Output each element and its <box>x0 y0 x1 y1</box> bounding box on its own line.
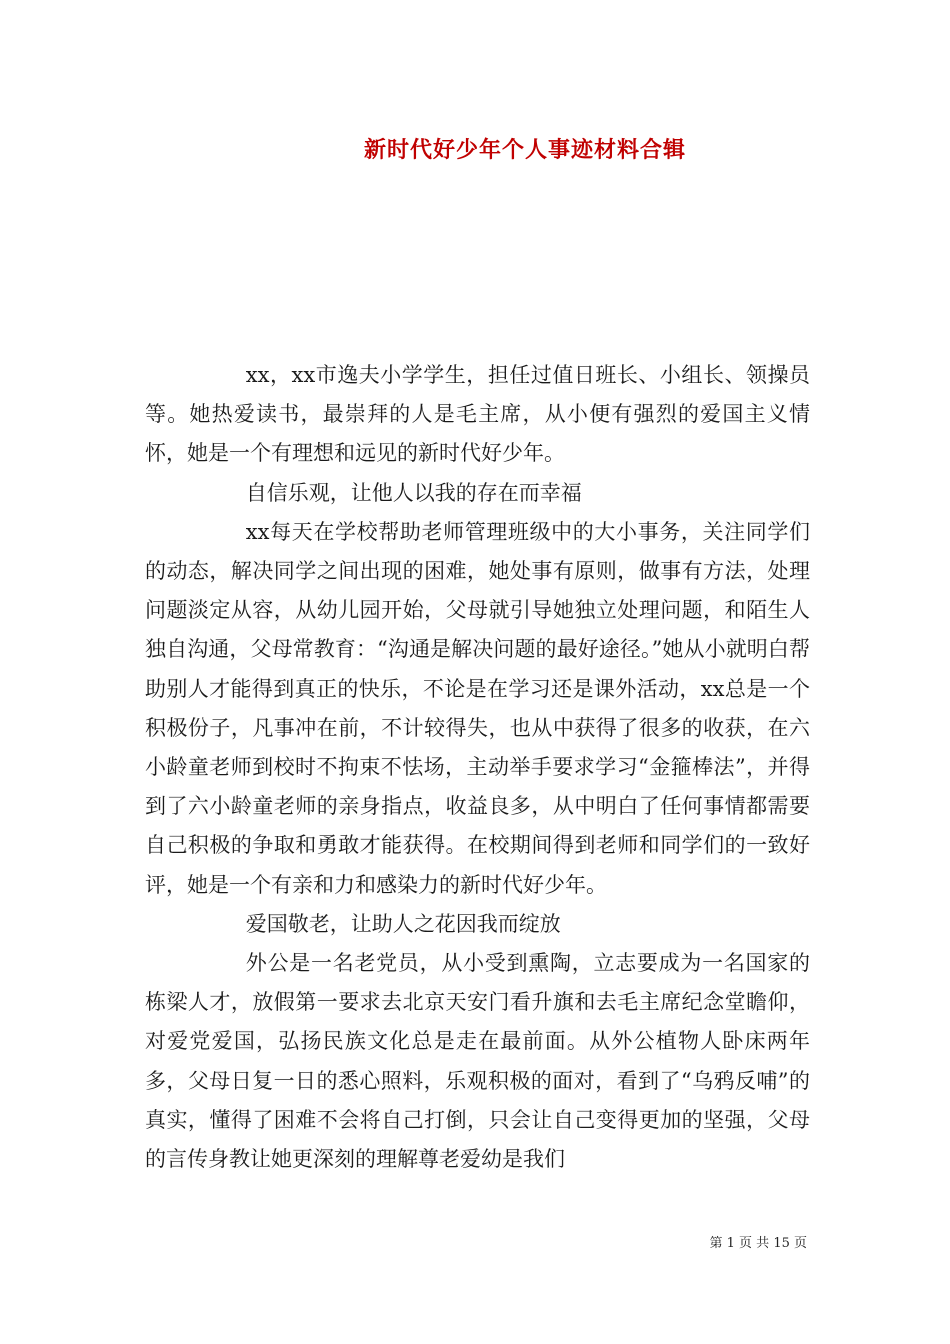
section-heading-confidence: 自信乐观，让他人以我的存在而幸福 <box>245 480 582 505</box>
paragraph-patriotism: 外公是一名老党员，从小受到熏陶，立志要成为一名国家的栋梁人才，放假第一要求去北京天安门看升旗和去毛主席纪念堂瞻仰，对爱党爱国，弘扬民族文化总是走在最前面。从外公植物人卧床两年多，父母日复一日的悉心照料，乐观积极的面对，看到了“乌鸦反哺”的真实，懂得了困难不会将自己打倒，只会让自己变得更加的坚强，父母的言传身教让她更深刻的理解尊老爱幼是我们 <box>145 951 810 1172</box>
page-number: 第 1 页 共 15 页 <box>709 1236 807 1251</box>
paragraph-confidence: xx每天在学校帮助老师管理班级中的大小事务，关注同学们的动态，解决同学之间出现的困难，她处事有原则，做事有方法，处理问题淡定从容，从幼儿园开始，父母就引导她独立处理问题，和陌生人独自沟通，父母常教育：“沟通是解决问题的最好途径。”她从小就明白帮助别人才能得到真正的快乐，不论是在学习还是课外活动，xx总是一个积极份子，凡事冲在前，不计较得失，也从中获得了很多的收获，在六小龄童老师到校时不拘束不怯场，主动举手要求学习“金箍棒法”，并得到了六小龄童老师的亲身指点，收益良多，从中明白了任何事情都需要自己积极的争取和勇敢才能获得。在校期间得到老师和同学们的一致好评，她是一个有亲和力和感染力的新时代好少年。 <box>145 519 810 897</box>
paragraph-intro: xx，xx市逸夫小学学生，担任过值日班长、小组长、领操员等。她热爱读书，最崇拜的人是毛主席，从小便有强烈的爱国主义情怀，她是一个有理想和远见的新时代好少年。 <box>145 363 810 466</box>
section-heading-patriotism: 爱国敬老，让助人之花因我而绽放 <box>245 911 561 936</box>
document-title: 新时代好少年个人事迹材料合辑 <box>363 137 686 163</box>
document-body <box>145 356 810 1179</box>
